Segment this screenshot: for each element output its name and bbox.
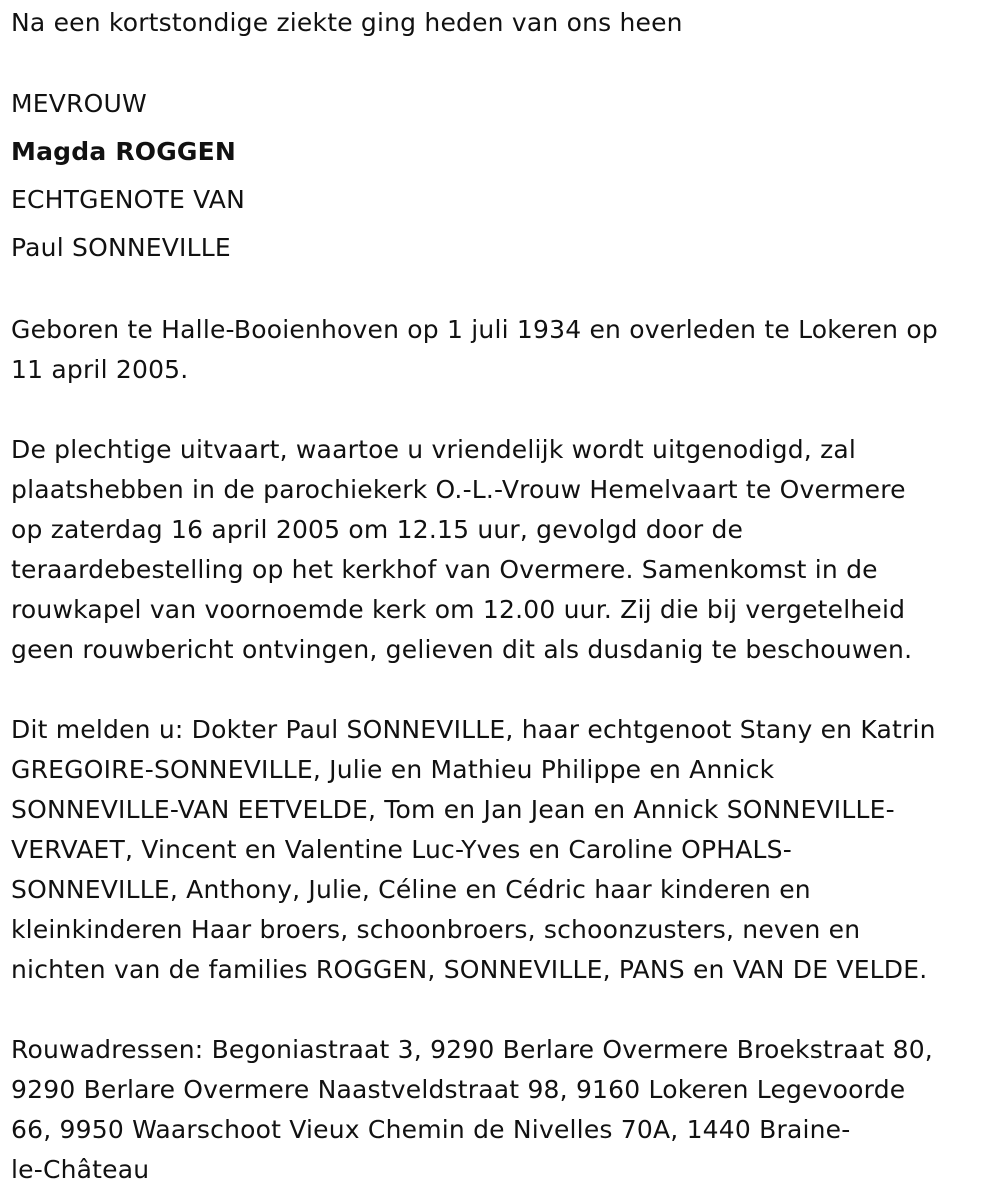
paragraph-line: plaatshebben in de parochiekerk O.-L.-Vrouw Hemelvaart te Overmere <box>11 475 906 504</box>
deceased-name: Magda ROGGEN <box>11 137 237 166</box>
paragraph-line: op zaterdag 16 april 2005 om 12.15 uur, gevolgd door de <box>11 515 744 544</box>
paragraph-line: 9290 Berlare Overmere Naastveldstraat 98, 9160 Lokeren Legevoorde <box>11 1075 906 1104</box>
paragraph-line: nichten van de families ROGGEN, SONNEVILLE, PANS en VAN DE VELDE. <box>11 955 928 984</box>
paragraph-line: Geboren te Halle-Booienhoven op 1 juli 1934 en overleden te Lokeren op <box>11 315 938 344</box>
spouse-name: Paul SONNEVILLE <box>11 233 231 262</box>
paragraph-line: VERVAET, Vincent en Valentine Luc-Yves en Caroline OPHALS- <box>11 835 792 864</box>
paragraph-line: SONNEVILLE, Anthony, Julie, Céline en Cédric haar kinderen en <box>11 875 811 904</box>
birth-death-paragraph <box>11 310 986 390</box>
paragraph-line: Dit melden u: Dokter Paul SONNEVILLE, haar echtgenoot Stany en Katrin <box>11 715 936 744</box>
paragraph-line: 66, 9950 Waarschoot Vieux Chemin de Nivelles 70A, 1440 Braine- <box>11 1115 851 1144</box>
paragraph-line: teraardebestelling op het kerkhof van Overmere. Samenkomst in de <box>11 555 878 584</box>
paragraph-line: GREGOIRE-SONNEVILLE, Julie en Mathieu Philippe en Annick <box>11 755 775 784</box>
paragraph-line: SONNEVILLE-VAN EETVELDE, Tom en Jan Jean en Annick SONNEVILLE- <box>11 795 895 824</box>
paragraph-line: De plechtige uitvaart, waartoe u vriendelijk wordt uitgenodigd, zal <box>11 435 857 464</box>
honorific: MEVROUW <box>11 89 147 118</box>
paragraph-line: Rouwadressen: Begoniastraat 3, 9290 Berlare Overmere Broekstraat 80, <box>11 1035 933 1064</box>
funeral-paragraph <box>11 430 986 670</box>
relation-label: ECHTGENOTE VAN <box>11 185 245 214</box>
intro-text: Na een kortstondige ziekte ging heden van ons heen <box>11 8 683 37</box>
paragraph-line: kleinkinderen Haar broers, schoonbroers, schoonzusters, neven en <box>11 915 861 944</box>
address-paragraph <box>11 1030 986 1190</box>
paragraph-line: rouwkapel van voornoemde kerk om 12.00 uur. Zij die bij vergetelheid <box>11 595 906 624</box>
paragraph-line: le-Château <box>11 1155 150 1184</box>
paragraph-line: geen rouwbericht ontvingen, gelieven dit als dusdanig te beschouwen. <box>11 635 913 664</box>
family-paragraph <box>11 710 986 990</box>
paragraph-line: 11 april 2005. <box>11 355 189 384</box>
